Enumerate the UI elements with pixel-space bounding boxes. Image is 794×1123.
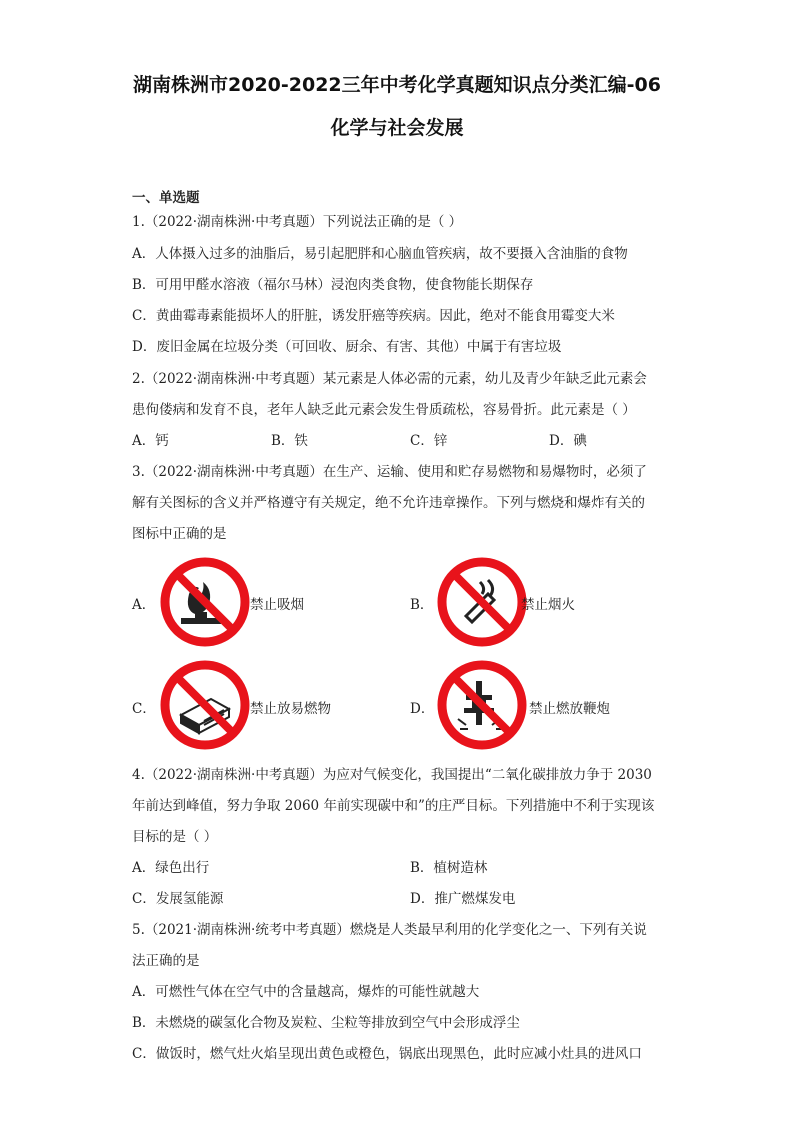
q1-stem: 1.（2022·湖南株洲·中考真题）下列说法正确的是（ ）: [132, 214, 463, 230]
q2-option-b: B．铁: [271, 433, 308, 449]
document-title-line2: 化学与社会发展: [330, 117, 464, 139]
q5-stem-line1: 5.（2021·湖南株洲·统考中考真题）燃烧是人类最早利用的化学变化之一、下列有关说: [132, 922, 647, 938]
q1-option-d: D．废旧金属在垃圾分类（可回收、厨余、有害、其他）中属于有害垃圾: [132, 339, 562, 355]
q4-stem-line2: 年前达到峰值，努力争取 2060 年前实现碳中和”的庄严目标。下列措施中不利于实现该: [132, 798, 655, 814]
q2-stem-line2: 患佝偻病和发育不良，老年人缺乏此元素会发生骨质疏松，容易骨折。此元素是（ ）: [132, 402, 636, 418]
q4-stem-line1: 4.（2022·湖南株洲·中考真题）为应对气候变化，我国提出“二氧化碳排放力争于 2030: [132, 767, 652, 783]
q3-stem-line1: 3.（2022·湖南株洲·中考真题）在生产、运输、使用和贮存易燃物和易爆物时，必须了: [132, 464, 647, 480]
q1-option-b: B．可用甲醛水溶液（福尔马林）浸泡肉类食物，使食物能长期保存: [132, 277, 534, 293]
q2-option-c: C．锌: [410, 433, 448, 449]
q4-option-b: B．植树造林: [410, 860, 488, 876]
q4-option-d: D．推广燃煤发电: [410, 891, 516, 907]
q3-option-a-text: 禁止吸烟: [250, 597, 304, 613]
q1-option-c: C．黄曲霉毒素能损坏人的肝脏，诱发肝癌等疾病。因此，绝对不能食用霉变大米: [132, 308, 615, 324]
q2-option-a: A．钙: [132, 433, 169, 449]
q5-option-b: B．未燃烧的碳氢化合物及炭粒、尘粒等排放到空气中会形成浮尘: [132, 1015, 520, 1031]
q3-option-b-label: B．: [410, 597, 434, 613]
q2-stem-line1: 2.（2022·湖南株洲·中考真题）某元素是人体必需的元素，幼儿及青少年缺乏此元素会: [132, 371, 647, 387]
no-firecrackers-sign-icon: [436, 659, 528, 751]
q3-option-d-label: D．: [410, 701, 435, 717]
no-flammables-sign-icon: [159, 659, 251, 751]
q3-option-c-text: 禁止放易燃物: [250, 701, 331, 717]
q4-stem-line3: 目标的是（ ）: [132, 829, 218, 845]
q4-option-a: A．绿色出行: [132, 860, 210, 876]
q3-option-d-text: 禁止燃放鞭炮: [529, 701, 610, 717]
q2-option-d: D．碘: [549, 433, 587, 449]
q3-stem-line2: 解有关图标的含义并严格遵守有关规定，绝不允许违章操作。下列与燃烧和爆炸有关的: [132, 495, 645, 511]
q4-option-c: C．发展氢能源: [132, 891, 224, 907]
document-title-line1: 湖南株洲市2020-2022三年中考化学真题知识点分类汇编-06: [133, 74, 661, 96]
q3-option-c-label: C．: [132, 701, 156, 717]
section-heading: 一、单选题: [132, 190, 200, 206]
q3-stem-line3: 图标中正确的是: [132, 526, 227, 542]
q1-option-a: A．人体摄入过多的油脂后，易引起肥胖和心脑血管疾病，故不要摄入含油脂的食物: [132, 246, 628, 262]
q3-option-a-label: A．: [132, 597, 156, 613]
q5-stem-line2: 法正确的是: [132, 953, 200, 969]
q3-option-b-text: 禁止烟火: [521, 597, 575, 613]
no-fire-sign-icon: [436, 556, 528, 648]
q5-option-c: C．做饭时，燃气灶火焰呈现出黄色或橙色，锅底出现黑色，此时应减小灶具的进风口: [132, 1046, 642, 1062]
no-smoking-sign-icon: [159, 556, 251, 648]
q5-option-a: A．可燃性气体在空气中的含量越高，爆炸的可能性就越大: [132, 984, 480, 1000]
